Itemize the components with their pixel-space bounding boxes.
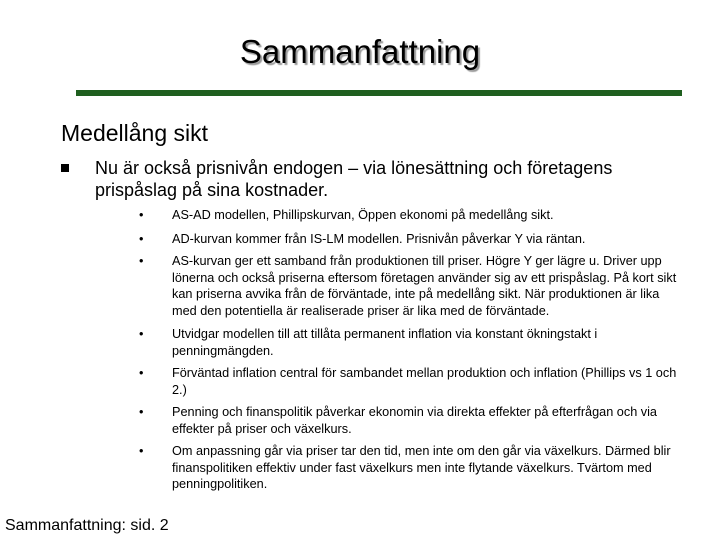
title-divider (76, 90, 682, 96)
bullet-dot-icon: • (139, 254, 144, 268)
main-bullet-text: Nu är också prisnivån endogen – via lönesättning och företagens prispåslag på sina kostnader. (95, 158, 613, 200)
sub-bullet-list (136, 207, 681, 493)
sub-bullet-item (136, 207, 681, 224)
sub-bullet-item (136, 231, 681, 248)
bullet-dot-icon: • (139, 405, 144, 419)
sub-bullet-text: Utvidgar modellen till att tillåta permanent inflation via konstant ökningstakt i penningmängden. (172, 327, 598, 358)
sub-bullet-text: AS-AD modellen, Phillipskurvan, Öppen ekonomi på medellång sikt. (172, 208, 554, 222)
section-heading: Medellång sikt (61, 120, 209, 146)
square-bullet-icon (61, 164, 69, 172)
sub-bullet-item (136, 404, 681, 437)
sub-bullet-item (136, 443, 681, 493)
slide-title: Sammanfattning (239, 33, 481, 70)
sub-bullet-text: AD-kurvan kommer från IS-LM modellen. Prisnivån påverkar Y via räntan. (172, 231, 586, 246)
sub-bullet-item (136, 326, 681, 359)
bullet-dot-icon: • (139, 231, 144, 246)
sub-bullet-text: AS-kurvan ger ett samband från produktionen till priser. Högre Y ger lägre u. Driver upp lönerna och också priserna eftersom företagen använder sig av ett prispåslag. På kort sikt kan priserna avvika från de förväntade, inte på medellång sikt. När produktionen är lika med den potentiella är realiserade priser är lika med de förväntade. (172, 254, 677, 318)
bullet-dot-icon: • (139, 366, 144, 380)
sub-bullet-text: Penning och finanspolitik påverkar ekonomin via direkta effekter på efterfrågan och via effekter på priser och växelkurs. (172, 405, 657, 436)
sub-bullet-item (136, 253, 681, 319)
page-footer: Sammanfattning: sid. 2 (5, 517, 169, 534)
sub-bullet-text: Om anpassning går via priser tar den tid, men inte om den går via växelkurs. Därmed blir finanspolitiken effektiv under fast växelkurs men inte flytande växelkurs. Tvärtom med penningpolitiken. (172, 444, 671, 491)
bullet-dot-icon: • (139, 327, 144, 341)
bullet-dot-icon: • (139, 444, 144, 458)
sub-bullet-item (136, 365, 681, 398)
bullet-dot-icon: • (139, 208, 144, 222)
sub-bullet-text: Förväntad inflation central för sambandet mellan produktion och inflation (Phillips vs 1 och 2.) (172, 366, 677, 397)
